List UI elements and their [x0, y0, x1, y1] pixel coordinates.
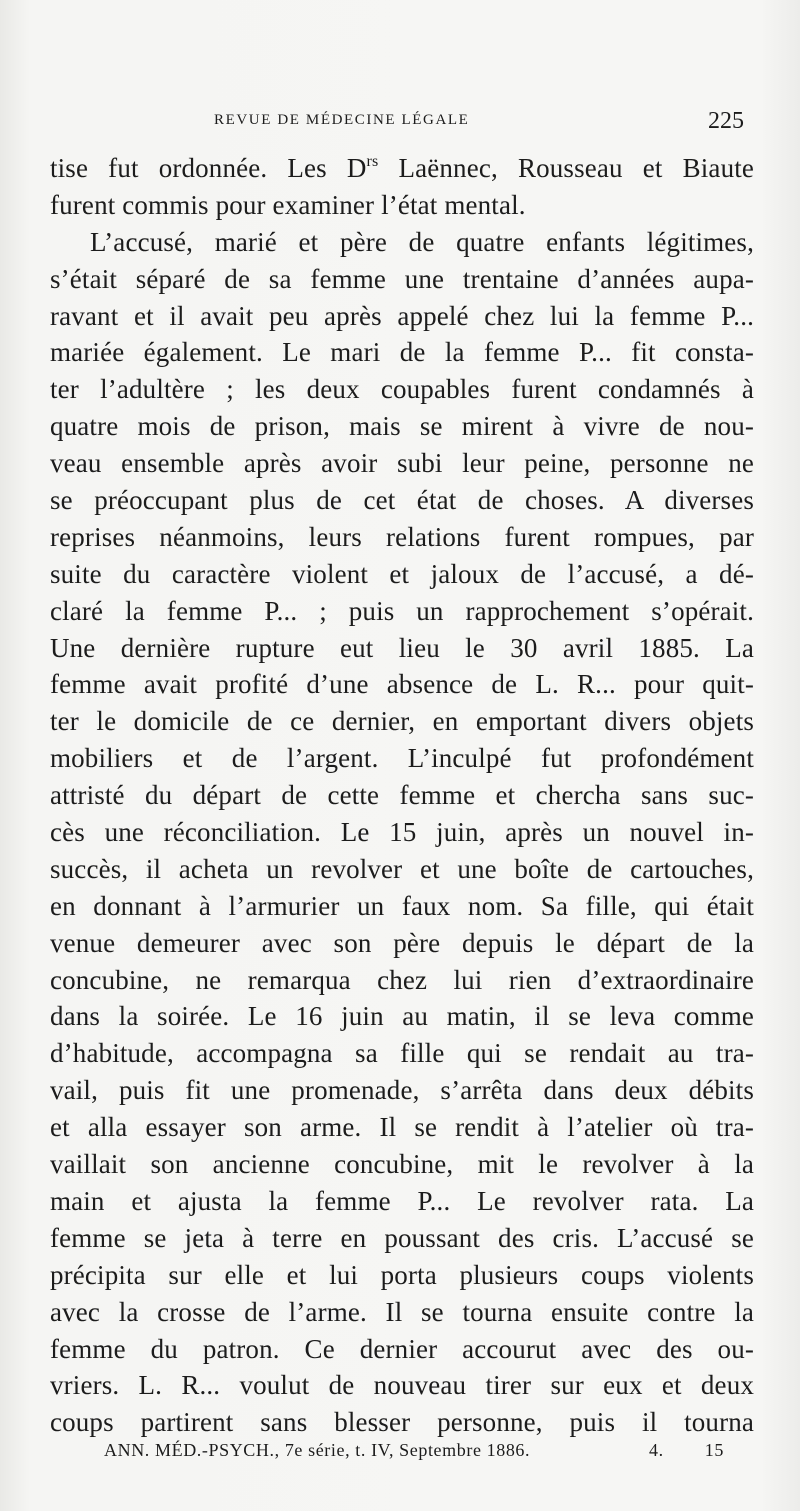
text-line: main et ajusta la femme P... Le revolver rata. La [50, 1185, 754, 1216]
text-line: Une dernière rupture eut lieu le 30 avril 1885. La [50, 632, 754, 663]
text-line [50, 150, 754, 187]
text-line: coups partirent sans blesser personne, puis il tourna [50, 1407, 754, 1438]
text-line: vaillait son ancienne concubine, mit le revolver à la [50, 1149, 754, 1180]
text-line: vail, puis fit une promenade, s’arrêta dans deux débits [50, 1075, 754, 1106]
text-line: mobiliers et de l’argent. L’inculpé fut profondément [50, 743, 754, 774]
text-line: furent commis pour examiner l’état mental. [50, 189, 526, 220]
text-line: venue demeurer avec son père depuis le départ de la [50, 927, 754, 958]
text-line: avec la crosse de l’arme. Il se tourna ensuite contre la [50, 1296, 754, 1327]
body-text [50, 150, 754, 1441]
text-line: se préoccupant plus de cet état de choses. A diverses [50, 485, 754, 516]
text-line: concubine, ne remarqua chez lui rien d’extraordinaire [50, 964, 754, 995]
text-line: s’était séparé de sa femme une trentaine d’années aupa- [50, 263, 754, 294]
text-line: dans la soirée. Le 16 juin au matin, il se leva comme [50, 1001, 754, 1032]
text-line: reprises néanmoins, leurs relations furent rompues, par [50, 521, 754, 552]
text-line: femme du patron. Ce dernier accourut avec des ou- [50, 1333, 754, 1364]
text-line: femme se jeta à terre en poussant des cris. L’accusé se [50, 1222, 754, 1253]
text-line-start: tise fut ordonnée. Les D [50, 153, 367, 183]
text-line: et alla essayer son arme. Il se rendit à l’atelier où tra- [50, 1112, 754, 1143]
text-line: en donnant à l’armurier un faux nom. Sa fille, qui était [50, 890, 754, 921]
text-line: quatre mois de prison, mais se mirent à vivre de nou- [50, 411, 754, 442]
text-line: vriers. L. R... voulut de nouveau tirer sur eux et deux [50, 1370, 754, 1401]
sheet-number: 15 [704, 1440, 724, 1460]
text-line: cès une réconciliation. Le 15 juin, après un nouvel in- [50, 817, 754, 848]
text-line: veau ensemble après avoir subi leur peine, personne ne [50, 448, 754, 479]
paragraph-first-line: L’accusé, marié et père de quatre enfants légitimes, [90, 226, 754, 257]
text-line: succès, il acheta un revolver et une boîte de cartouches, [50, 853, 754, 884]
text-line-end: Laënnec, Rousseau et Biaute [378, 153, 754, 183]
text-line: précipita sur elle et lui porta plusieurs coups violents [50, 1259, 754, 1290]
text-line: mariée également. Le mari de la femme P... fit consta- [50, 337, 754, 368]
superscript-abbrev: rs [366, 153, 379, 170]
running-head: REVUE DE MÉDECINE LÉGALE [214, 112, 470, 128]
text-line: claré la femme P... ; puis un rapprochement s’opérait. [50, 595, 754, 626]
text-line: suite du caractère violent et jaloux de l’accusé, a dé- [50, 558, 754, 589]
text-line: attristé du départ de cette femme et chercha sans suc- [50, 780, 754, 811]
journal-citation: ANN. MÉD.-PSYCH., 7e série, t. IV, Septembre 1886. [104, 1440, 531, 1460]
page-header [214, 108, 744, 142]
text-line: ter le domicile de ce dernier, en emportant divers objets [50, 706, 754, 737]
text-line: d’habitude, accompagna sa fille qui se rendait au tra- [50, 1038, 754, 1069]
signature-mark: 4. [649, 1440, 664, 1460]
text-line: ter l’adultère ; les deux coupables furent condamnés à [50, 374, 754, 405]
text-line: ravant et il avait peu après appelé chez lui la femme P... [50, 300, 754, 331]
page-number: 225 [708, 108, 744, 134]
page-footer [104, 1440, 724, 1470]
text-line: femme avait profité d’une absence de L. R... pour quit- [50, 669, 754, 700]
